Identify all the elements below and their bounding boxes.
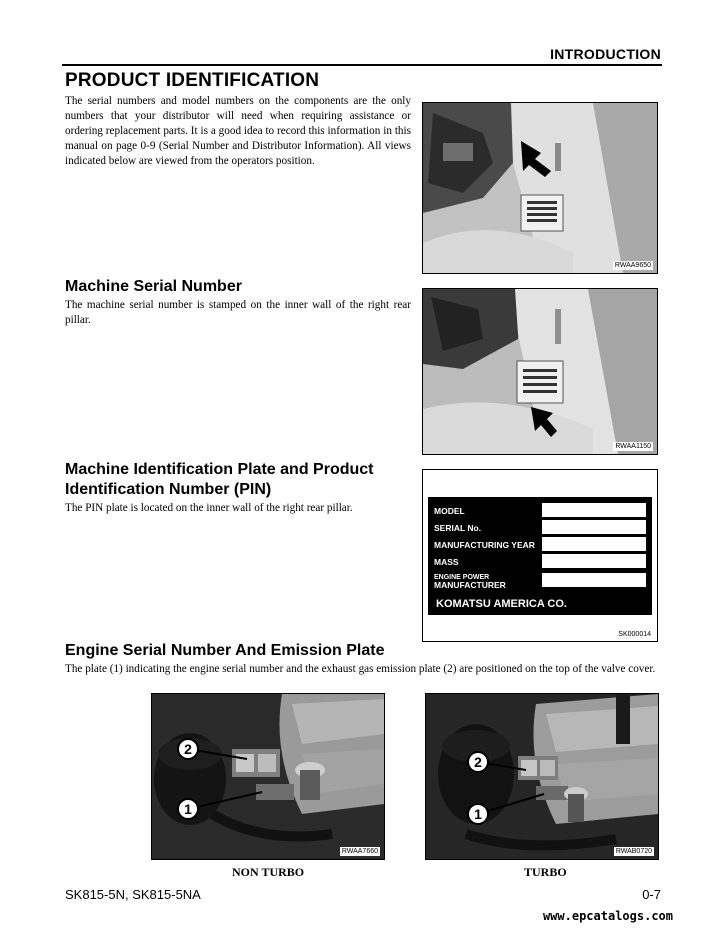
turbo-caption: TURBO (524, 865, 567, 879)
section-header: INTRODUCTION (550, 46, 661, 62)
pillar-photo-2 (422, 288, 658, 455)
plate-label: MASS (434, 557, 459, 567)
plate-blank-field (542, 520, 646, 534)
machine-serial-heading: Machine Serial Number (65, 278, 242, 295)
figure-reference: RWAA9650 (614, 262, 651, 269)
machine-serial-text: The machine serial number is stamped on the inner wall of the right rear pillar. (65, 299, 411, 326)
figure-reference: RWAB0720 (615, 848, 652, 855)
plate-label: SERIAL No. (434, 523, 482, 533)
plate-blank-field (542, 573, 646, 587)
pin-plate-heading-line2: Identification Number (PIN) (65, 481, 272, 498)
pillar-photo-1 (422, 102, 658, 274)
plate-label-manufacturer: MANUFACTURER (434, 580, 506, 590)
non-turbo-engine-photo (151, 693, 385, 860)
engine-serial-text: The plate (1) indicating the engine serial number and the exhaust gas emission plate (2) are positioned on the top of the valve cover. (65, 663, 656, 675)
plate-label-engine-power: ENGINE POWER (434, 574, 490, 581)
footer-website: www.epcatalogs.com (542, 909, 673, 923)
pin-plate-text: The PIN plate is located on the inner wall of the right rear pillar. (65, 502, 353, 514)
callout-2: 2 (474, 754, 482, 770)
callout-1: 1 (184, 801, 192, 817)
plate-label: MODEL (434, 506, 465, 516)
footer-page-number: 0-7 (642, 887, 661, 902)
plate-row-serial (430, 519, 650, 536)
plate-label: MANUFACTURING YEAR (434, 540, 535, 550)
callout-2: 2 (184, 741, 192, 757)
figure-reference: SK000014 (618, 631, 651, 638)
figure-reference: RWAA7660 (341, 848, 378, 855)
pin-plate-figure (422, 469, 658, 642)
footer-model: SK815-5N, SK815-5NA (65, 887, 201, 902)
plate-blank-field (542, 537, 646, 551)
callout-1: 1 (474, 806, 482, 822)
turbo-engine-photo (425, 693, 659, 860)
plate-row-engine (430, 572, 650, 594)
plate-row-mass (430, 553, 650, 570)
pin-plate-heading-line1: Machine Identification Plate and Product (65, 461, 374, 478)
plate-row-year (430, 536, 650, 553)
identification-plate (428, 497, 652, 615)
plate-company-name: KOMATSU AMERICA CO. (436, 598, 567, 610)
non-turbo-caption: NON TURBO (232, 865, 305, 879)
plate-row-model (430, 502, 650, 519)
engine-serial-heading: Engine Serial Number And Emission Plate (65, 642, 385, 659)
plate-blank-field (542, 554, 646, 568)
header-rule (62, 64, 662, 66)
figure-reference: RWAA1150 (615, 443, 651, 450)
plate-blank-field (542, 503, 646, 517)
intro-paragraph: The serial numbers and model numbers on the components are the only numbers that your distributor will need when requiring assistance or ordering replacement parts. It is a good idea to record this information in this manual on page 0-9 (Serial Number and Distributor Information). All views indicated below are viewed from the operators position. (65, 95, 411, 167)
page-title: PRODUCT IDENTIFICATION (65, 70, 320, 91)
